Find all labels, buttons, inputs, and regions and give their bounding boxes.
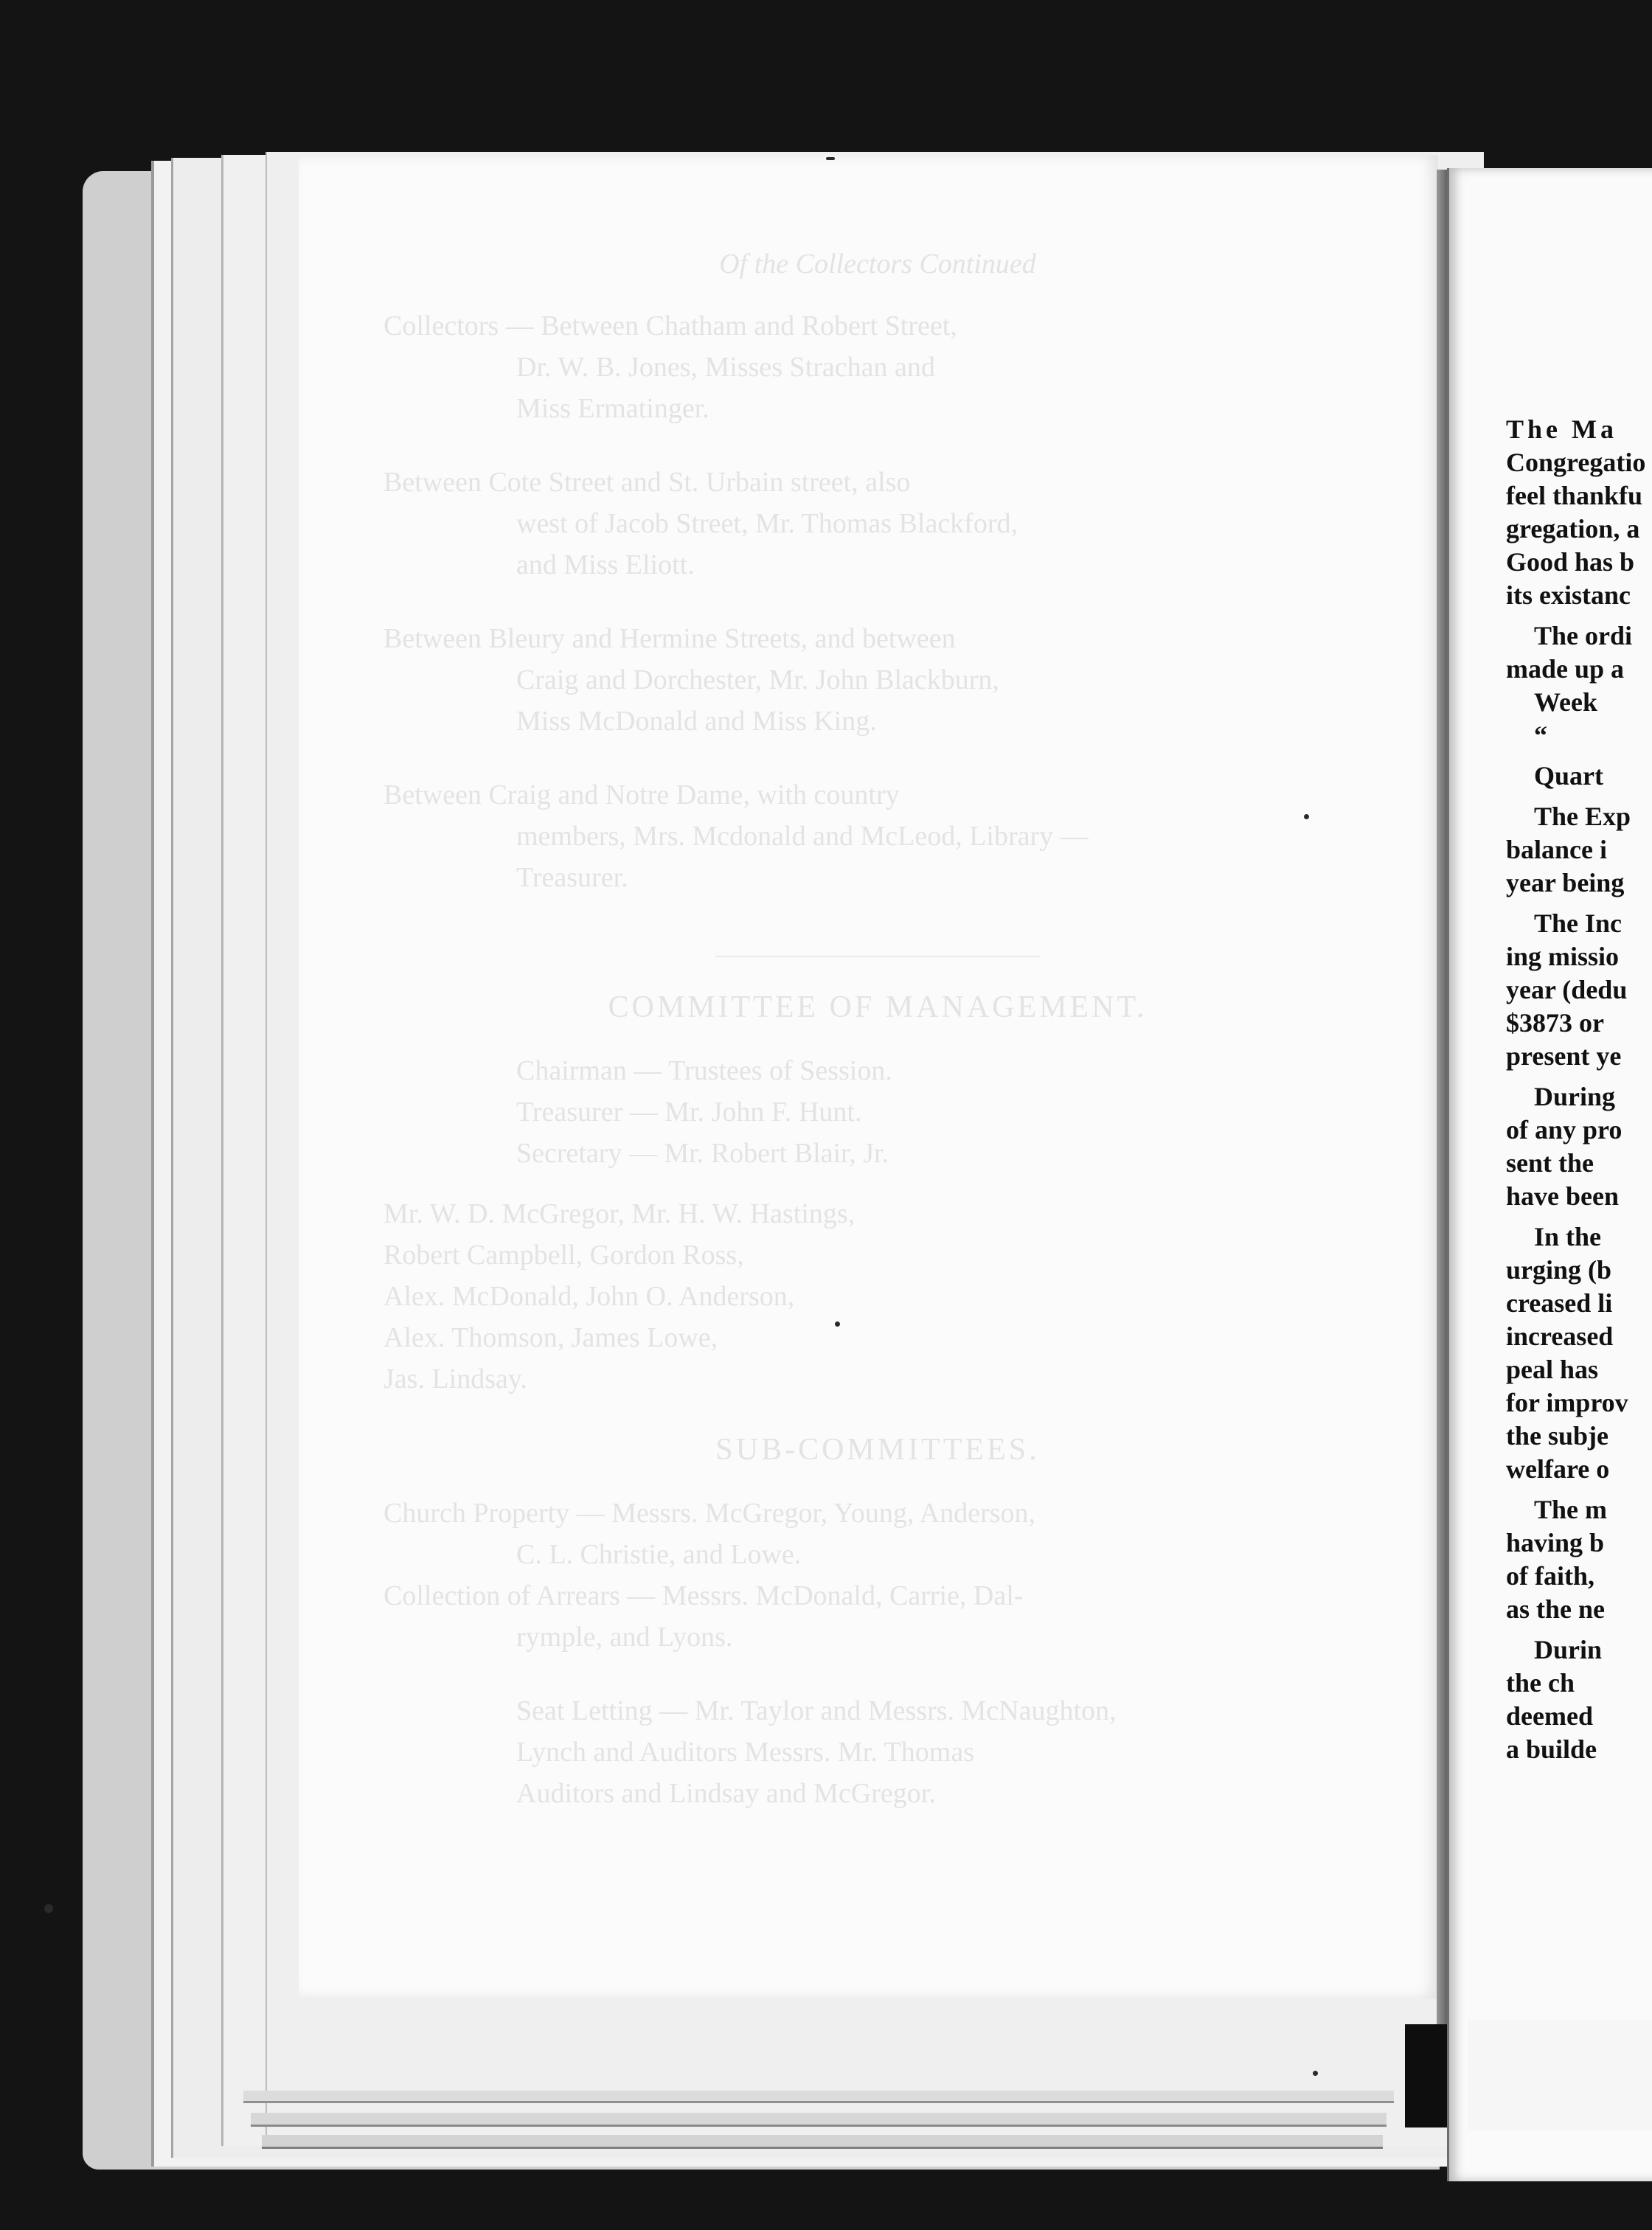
recto-line: for improv [1506,1388,1628,1417]
speck [44,1904,53,1913]
recto-line: The m [1534,1495,1607,1524]
recto-line: peal has [1506,1355,1599,1384]
ghost-line: Mr. W. D. McGregor, Mr. H. W. Hastings, [384,1198,856,1229]
recto-line: Good has b [1506,547,1635,577]
member-list [384,1193,1372,1400]
recto-line: increased [1506,1321,1614,1351]
recto-line: The Exp [1534,802,1631,831]
ghost-line: Between Craig and Notre Dame, with country [384,779,900,810]
recto-line: having b [1506,1528,1605,1557]
committee-heading: COMMITTEE OF MANAGEMENT. [608,990,1148,1024]
recto-line: deemed [1506,1701,1593,1731]
recto-line: urging (b [1506,1255,1612,1285]
recto-line: of faith, [1506,1561,1594,1591]
ghost-line: Church Property — Messrs. McGregor, Young, Anderson, [384,1498,1036,1529]
recto-line: Durin [1534,1635,1603,1664]
ghost-line: Alex. Thomson, James Lowe, [384,1322,718,1353]
ghost-line: Miss McDonald and Miss King. [516,706,877,737]
ghost-line: Between Bleury and Hermine Streets, and between [384,623,956,654]
ghost-line: rymple, and Lyons. [516,1622,733,1653]
recto-line: The Ma [1506,414,1617,444]
ghost-line: Secretary — Mr. Robert Blair, Jr. [516,1138,889,1169]
page-stack-bottom [251,2113,1386,2127]
recto-line: as the ne [1506,1594,1605,1624]
ghost-line: Chairman — Trustees of Session. [516,1055,892,1086]
ghost-line: Seat Letting — Mr. Taylor and Messrs. McNaughton, [516,1695,1117,1726]
ghost-line: Craig and Dorchester, Mr. John Blackburn, [516,664,999,695]
ghost-line: Between Cote Street and St. Urbain street, also [384,467,911,498]
subcommittee-list [384,1493,1372,1658]
shadow-block [1405,2024,1449,2127]
recto-line: The ordi [1534,621,1633,650]
recto-line: $3873 or [1506,1008,1604,1038]
tail-block [384,1690,1372,1814]
recto-line: sent the [1506,1148,1594,1178]
page-stack-bottom [262,2135,1383,2149]
ghost-line: Collectors — Between Chatham and Robert Street, [384,310,957,341]
recto-line: In the [1534,1222,1602,1251]
recto-line: During [1534,1082,1616,1111]
recto-line: have been [1506,1181,1619,1211]
page-stack-bottom [243,2091,1394,2103]
recto-line: its existanc [1506,580,1631,610]
recto-line: The Inc [1534,909,1622,938]
divider [715,956,1040,957]
ghost-line: Robert Campbell, Gordon Ross, [384,1240,744,1271]
recto-line: “ [1534,720,1547,750]
recto-line: Congregatio [1506,448,1646,477]
recto-line: creased li [1506,1288,1613,1318]
ghost-line: and Miss Eliott. [516,549,695,580]
recto-line: Week [1534,687,1597,717]
recto-line: the subje [1506,1421,1609,1451]
recto-line: the ch [1506,1668,1575,1698]
ghost-line: Jas. Lindsay. [384,1364,527,1394]
ghost-line: Auditors and Lindsay and McGregor. [516,1778,936,1809]
ghost-line: Treasurer — Mr. John F. Hunt. [516,1097,862,1128]
right-page-bottom [1468,2021,1652,2131]
recto-line: gregation, a [1506,514,1640,543]
ghost-line: Treasurer. [516,862,628,893]
recto-line: year being [1506,868,1625,897]
ghost-line: Alex. McDonald, John O. Anderson, [384,1281,795,1312]
speck [835,1321,840,1327]
subcommittee-heading: SUB-COMMITTEES. [715,1433,1040,1467]
recto-line: year (dedu [1506,975,1628,1004]
ghost-line: members, Mrs. Mcdonald and McLeod, Library — [516,821,1089,852]
recto-line: ing missio [1506,942,1620,971]
right-page-text [1506,413,1652,1814]
recto-line: made up a [1506,654,1625,684]
collector-blocks [384,305,1372,931]
recto-line: a builde [1506,1734,1597,1764]
recto-line: of any pro [1506,1115,1622,1144]
ghost-line: west of Jacob Street, Mr. Thomas Blackford, [516,508,1018,539]
recto-line: welfare o [1506,1454,1610,1484]
ghost-line: Collection of Arrears — Messrs. McDonald, Carrie, Dal- [384,1580,1024,1611]
officer-list [384,1050,1372,1174]
recto-line: balance i [1506,835,1608,864]
speck [1304,814,1309,819]
speck [826,157,835,160]
recto-line: Quart [1534,761,1603,791]
ghost-line: Miss Ermatinger. [516,393,709,424]
speck [1313,2071,1318,2076]
recto-line: present ye [1506,1041,1622,1071]
ghost-line: Lynch and Auditors Messrs. Mr. Thomas [516,1737,975,1768]
running-head: Of the Collectors Continued [719,249,1036,279]
bleed-through-text [384,243,1372,1814]
recto-line: feel thankfu [1506,481,1643,510]
ghost-line: Dr. W. B. Jones, Misses Strachan and [516,352,935,383]
ghost-line: C. L. Christie, and Lowe. [516,1539,802,1570]
